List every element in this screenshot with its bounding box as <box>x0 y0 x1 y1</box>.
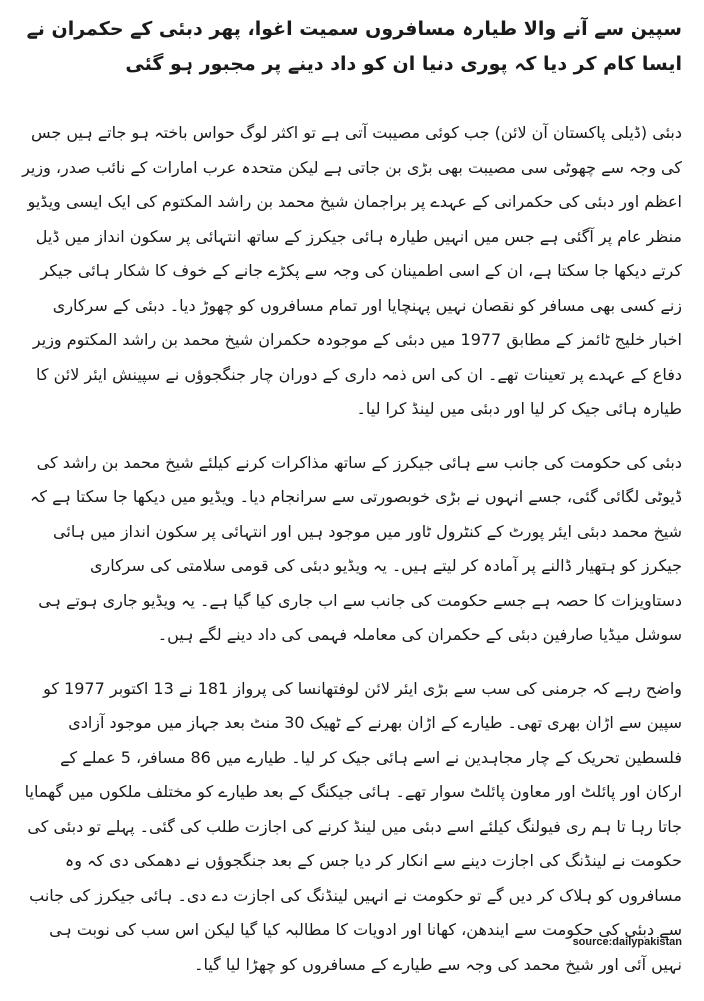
article-paragraph: دبئی کی حکومت کی جانب سے ہائی جیکرز کے ساتھ مذاکرات کرنے کیلئے شیخ محمد بن راشد کی ڈیوٹی لگائی گئی، جسے انہوں نے بڑی خوبصورتی سے سرانجام دیا۔ ویڈیو میں دیکھا جا سکتا ہے کہ شیخ محمد دبئی ایئر پورٹ کے کنٹرول ٹاور میں موجود ہیں اور انتہائی پر سکون انداز میں ہائی جیکرز کو ہتھیار ڈالنے پر آمادہ کر لیتے ہیں۔ یہ ویڈیو دبئی کی قومی سلامتی کی سرکاری دستاویزات کا حصہ ہے جسے حکومت کی جانب سے اب جاری کیا گیا ہے۔ یہ ویڈیو جاری ہوتے ہی سوشل میڈیا صارفین دبئی کے حکمران کی معاملہ فہمی کی داد دینے لگے ہیں۔ <box>30 452 682 644</box>
source-credit: source:dailypakistan <box>572 936 682 948</box>
article-headline: سپین سے آنے والا طیارہ مسافروں سمیت اغوا، پھر دبئی کے حکمران نے ایسا کام کر دیا کہ پوری دنیا ان کو داد دینے پر مجبور ہو گئی <box>26 18 682 75</box>
article-paragraph: دبئی (ڈیلی پاکستان آن لائن) جب کوئی مصیبت آتی ہے تو اکثر لوگ حواس باختہ ہو جاتے ہیں جس کی وجہ سے چھوٹی سی مصیبت بھی بڑی بن جاتی ہے لیکن متحدہ عرب امارات کے نائب صدر، وزیر اعظم اور دبئی کی حکمرانی کے عہدے پر براجمان شیخ محمد بن راشد المکتوم کی ایک ایسی ویڈیو منظر عام پر آگئی ہے جس میں انہیں طیارہ ہائی جیکرز کے ساتھ انتہائی پر سکون انداز میں ڈیل کرتے دیکھا جا سکتا ہے، ان کے اسی اطمینان کی وجہ سے پکڑے جانے کے خوف کا شکار ہائی جیکر زنے کسی بھی مسافر کو نقصان نہیں پہنچایا اور تمام مسافروں کو چھوڑ دیا۔ دبئی کے سرکاری اخبار خلیج ٹائمز کے مطابق 1977 میں دبئی کے موجودہ حکمران شیخ محمد بن راشد المکتوم وزیر دفاع کے عہدے پر تعینات تھے۔ ان کی اس ذمہ داری کے دوران چار جنگجوؤں نے سپینش ایئر لائن کا طیارہ ہائی جیک کر لیا اور دبئی میں لینڈ کرا لیا۔ <box>22 123 682 418</box>
article-paragraph: واضح رہے کہ جرمنی کی سب سے بڑی ایئر لائن لوفتھانسا کی پرواز 181 نے 13 اکتوبر 1977 کو سپین سے اڑان بھری تھی۔ طیارے کے اڑان بھرنے کے ٹھیک 30 منٹ بعد جہاز میں موجود آزادی فلسطین تحریک کے چار مجاہدین نے اسے ہائی جیک کر لیا۔ طیارے میں 86 مسافر، 5 عملے کے ارکان اور پائلٹ اور معاون پائلٹ سوار تھے۔ ہائی جیکنگ کے بعد طیارے کو مختلف ملکوں میں گھمایا جاتا رہا تا ہم ری فیولنگ کیلئے اسے دبئی میں لینڈ کرنے کی اجازت طلب کی گئی۔ پہلے تو دبئی کی حکومت نے لینڈنگ کی اجازت دینے سے انکار کر دیا جس کے بعد جنگجوؤں نے دھمکی دی کہ وہ مسافروں کو ہلاک کر دیں گے تو حکومت نے انہیں لینڈنگ کی اجازت دے دی۔ ہائی جیکرز کی جانب سے دبئی کی حکومت سے ایندھن، کھانا اور ادویات کا مطالبہ کیا گیا لیکن اس سب کی نوبت ہی نہیں آئی اور شیخ محمد کی وجہ سے طیارے کے مسافروں کو چھڑا لیا گیا۔ <box>24 678 682 974</box>
article <box>22 12 682 1001</box>
